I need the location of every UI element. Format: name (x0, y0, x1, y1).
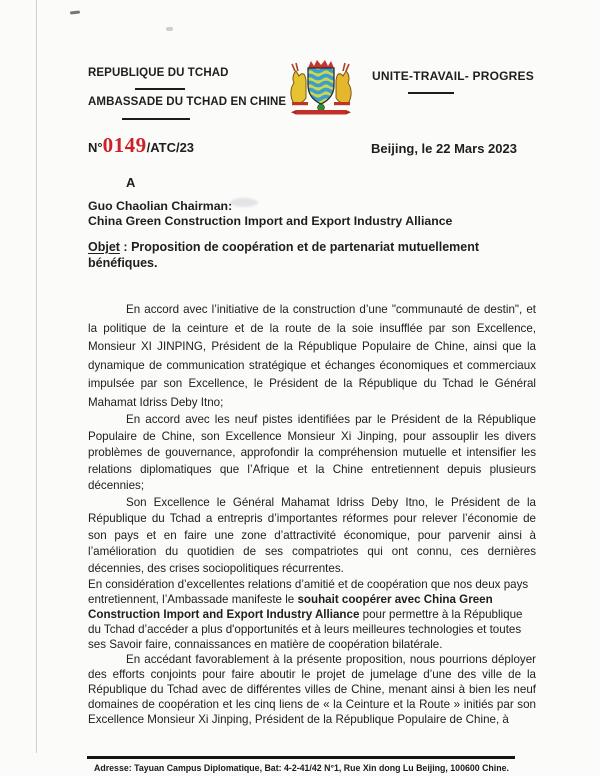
chad-coat-of-arms-emblem (283, 58, 359, 121)
dateline: Beijing, le 22 Mars 2023 (371, 141, 517, 156)
scan-artifact (70, 10, 80, 14)
paragraph-3: Son Excellence le Général Mahamat Idriss Deby Itno, le Président de la République du Tchad a entrepris d’importantes réformes pour relever l’économie de son pays et en faire une zone d’attractivité économique, pour parvenir ainsi à l’amélioration du quotidien de ses compatriotes qui ont connu, ces dernières décennies, des crises sociopolitiques récurrentes. (88, 495, 536, 575)
scan-artifact (166, 27, 173, 31)
paragraph-2: En accord avec les neuf pistes identifiées par le Président de la République Populaire de Chine, son Excellence Monsieur Xi Jinping, pour assouplir les divers problèmes de gouvernance, approfondir la compréhension mutuelle et intensifier les relations diplomatiques que l’Afrique et la Chine entretiennent depuis plusieurs décennies; (88, 413, 536, 492)
embassy-title: AMBASSADE DU TCHAD EN CHINE (88, 96, 287, 108)
recipient-organization: China Green Construction Import and Export Industry Alliance (88, 214, 453, 228)
subject-separator: : (119, 240, 132, 254)
header-left-block (88, 67, 288, 120)
letter-body (88, 301, 536, 753)
paragraph-4 (88, 577, 536, 652)
header-right-block (372, 70, 534, 94)
reference-prefix: N° (88, 140, 103, 155)
republic-underline (135, 88, 185, 90)
footer-rule (87, 756, 515, 759)
paragraph-4-post: pour permettre à la République du Tchad d’accéder a plus d'opportunités et à leurs meilleures technologies et toutes ses Savoir faire, connaissances en matière de coopération bilatérale. (88, 608, 523, 651)
republic-title: REPUBLIQUE DU TCHAD (88, 67, 229, 79)
recipient-block (88, 199, 452, 229)
reference-number-red: 0149 (102, 133, 147, 157)
lion-supporter (334, 63, 351, 105)
subject-label: Objet (88, 240, 120, 254)
recipient-marker: A (126, 175, 136, 190)
paragraph-5: En accédant favorablement à la présente proposition, nous pourrions déployer des efforts conjoints pour faire aboutir le projet de jumelage d’une des ville de la République du Tchad avec de différentes villes de Chine, menant ainsi à bien les neuf domaines de coopération et les cinq liens de « la Ceinture et la Route » initiés par son Excellence Monsieur Xi Jinping, Président de la République Populaire de Chine, à (88, 653, 536, 726)
paragraph-1: En accord avec l’initiative de la construction d’une "communauté de destin", et la politique de la ceinture et de la route de la soie insufflée par son Excellence, Monsieur XI JINPING, Président de la République Populaire de Chine, ainsi que la dynamique de communication stratégique et échanges économiques et commerciaux impulsée par son Excellence, le Président de la République du Tchad le Général Mahamat Idriss Deby Itno; (88, 303, 536, 409)
reference-number (88, 133, 194, 158)
paragraph-4-bold: souhait coopérer avec China Green Construction Import and Export Industry Alliance (88, 593, 493, 621)
subject-text: Proposition de coopération et de partenariat mutuellement bénéfiques. (88, 240, 480, 270)
subject-line (88, 239, 540, 271)
reference-suffix: /ATC/23 (146, 140, 195, 155)
motto-title: UNITE-TRAVAIL- PROGRES (372, 69, 534, 83)
embassy-underline (122, 118, 190, 120)
footer-address: Adresse: Tayuan Campus Diplomatique, Bat: 4-2-41/42 N°1, Rue Xin dong Lu Beijing, 100600 Chine. (94, 763, 509, 773)
chad-coat-of-arms-icon (283, 58, 359, 116)
paragraph-4-pre: En considération d’excellentes relations d’amitié et de coopération que nos deux pays entretiennent, l’Ambassade manifeste le (88, 578, 529, 606)
recipient-name: Guo Chaolian Chairman: (88, 199, 233, 213)
letter-footer (0, 753, 600, 776)
goat-supporter (291, 63, 308, 105)
motto-underline (408, 92, 454, 94)
scan-edge-line (36, 0, 37, 776)
